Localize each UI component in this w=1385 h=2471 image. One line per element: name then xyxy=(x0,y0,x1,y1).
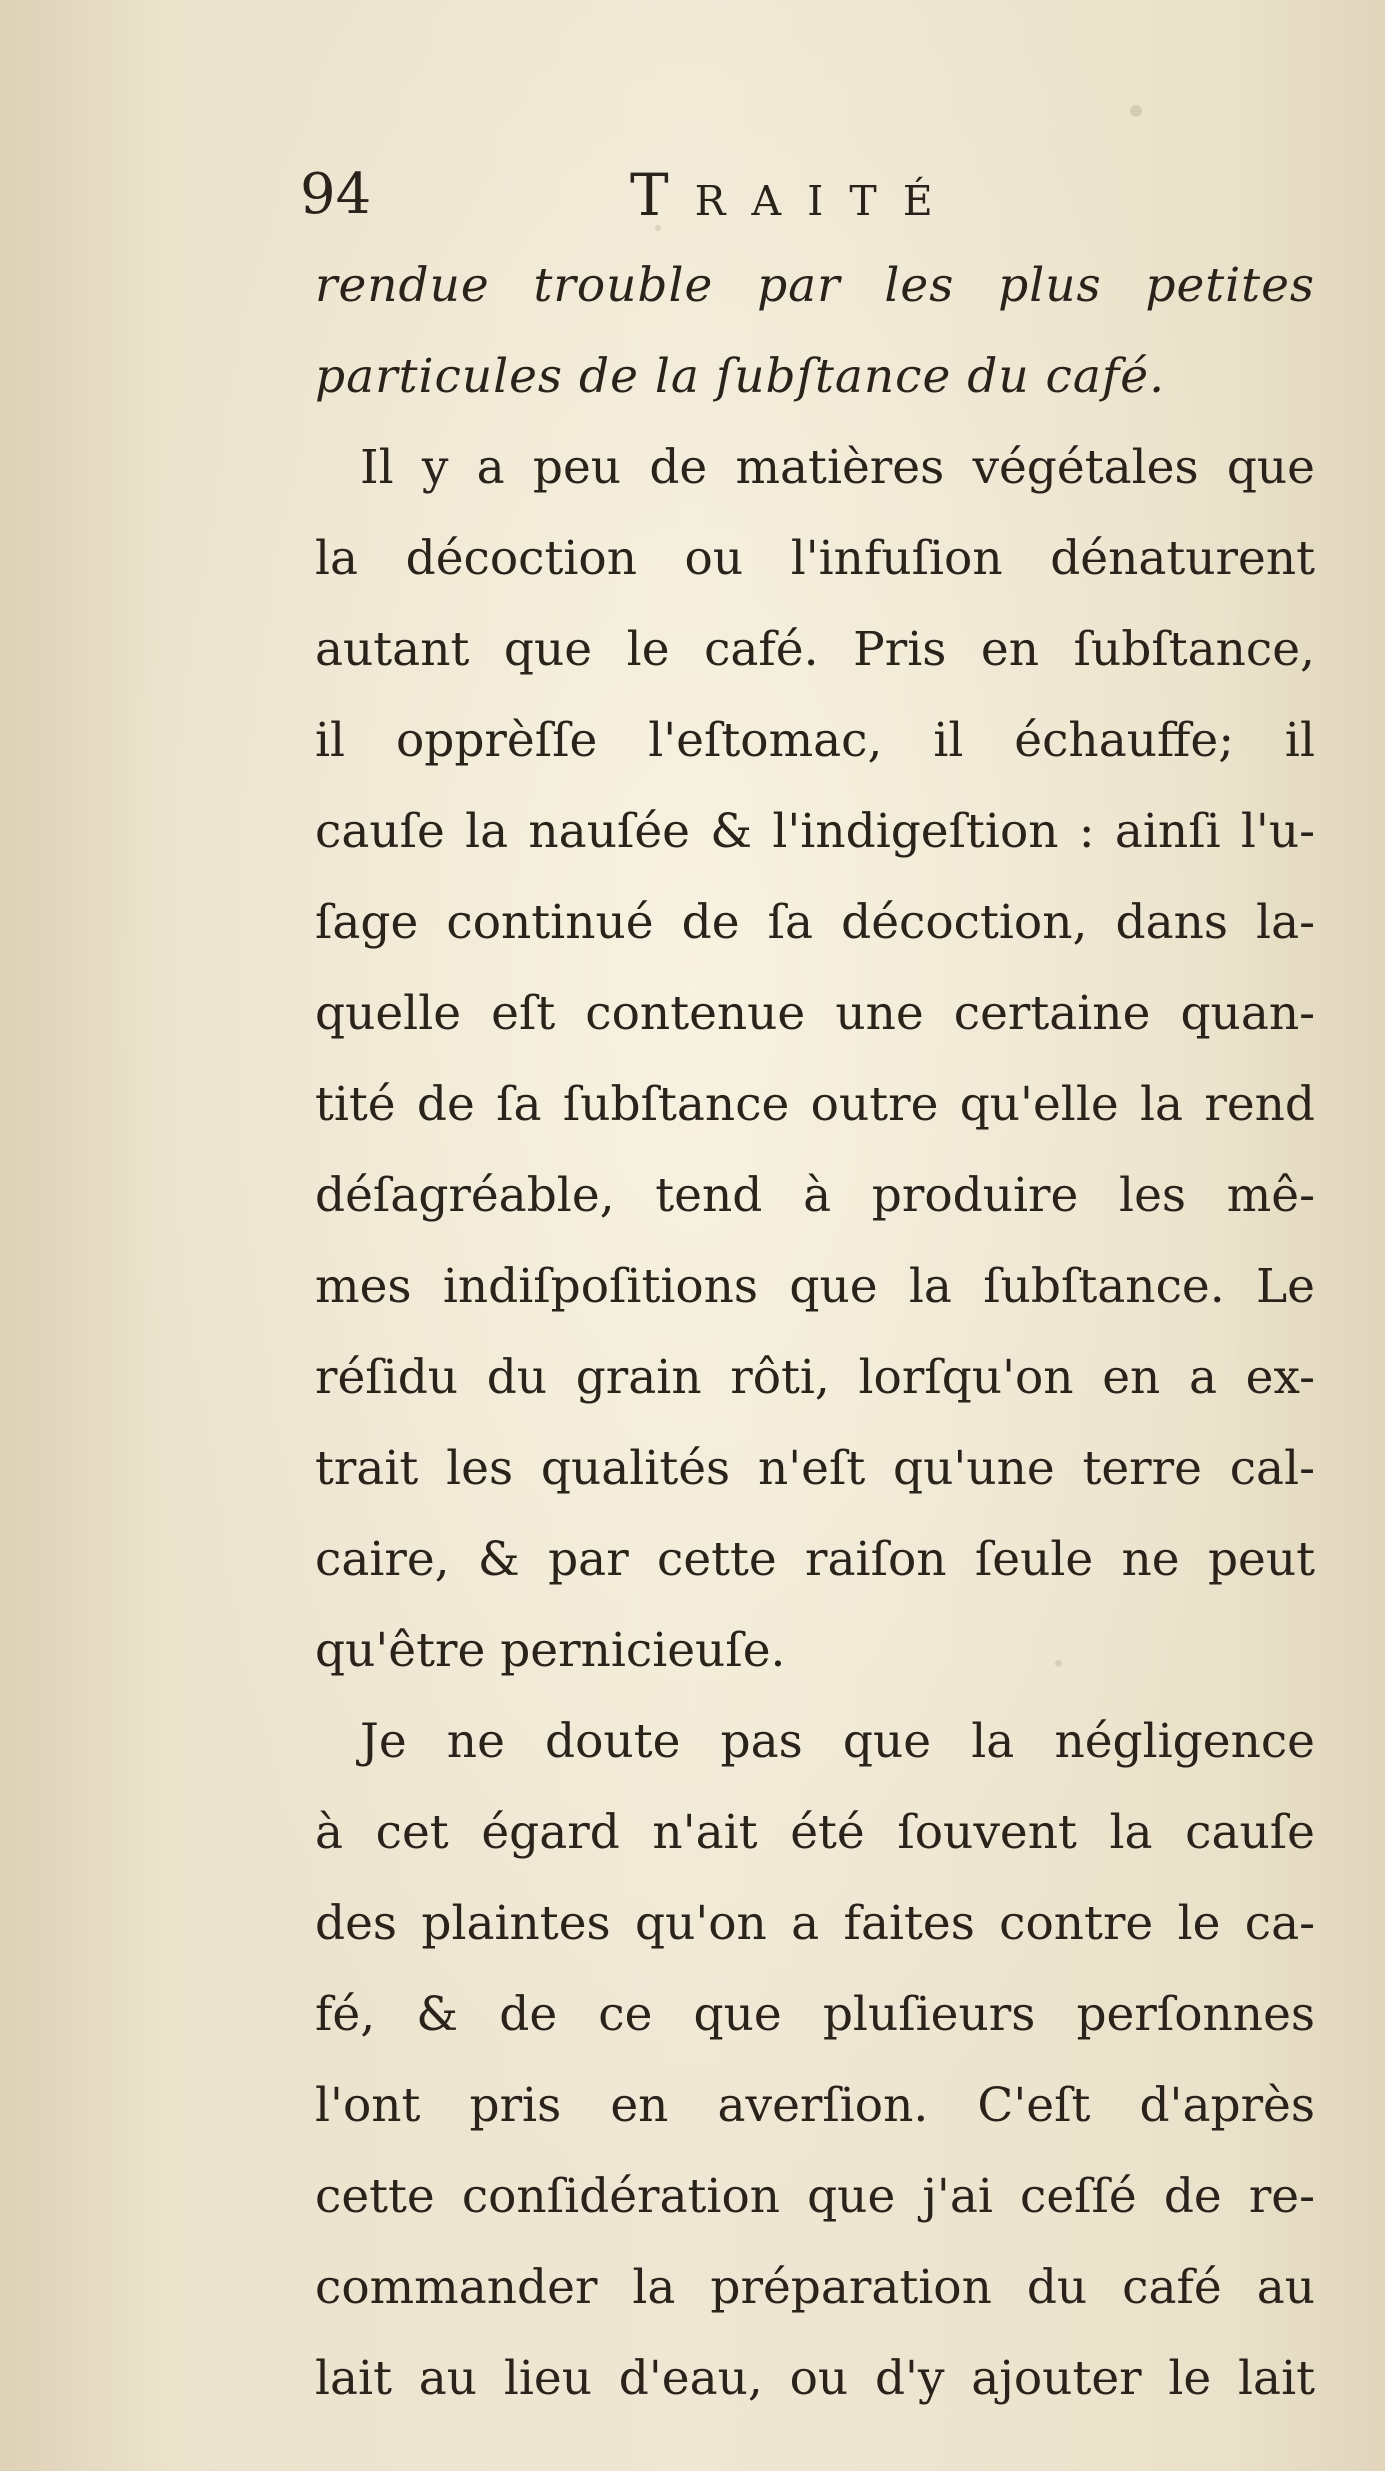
text-line: cette conſidération que j'ai ceſſé de re- xyxy=(315,2169,1315,2224)
text-line: particules de la ſubſtance du café. xyxy=(315,349,1166,404)
body-text xyxy=(315,240,1315,2424)
paper-spot xyxy=(1130,105,1142,117)
text-line: qu'être pernicieuſe. xyxy=(315,1623,786,1678)
text-line: déſagréable, tend à produire les mê- xyxy=(315,1168,1315,1223)
text-line: des plaintes qu'on a faites contre le ca- xyxy=(315,1896,1315,1951)
text-line: autant que le café. Pris en ſubſtance, xyxy=(315,622,1315,677)
text-line: fé, & de ce que pluſieurs perſonnes xyxy=(315,1987,1315,2042)
text-line: l'ont pris en averſion. C'eſt d'après xyxy=(315,2078,1315,2133)
text-line: la décoction ou l'infuſion dénaturent xyxy=(315,531,1315,586)
text-line: tité de ſa ſubſtance outre qu'elle la rend xyxy=(315,1077,1315,1132)
text-line: réſidu du grain rôti, lorſqu'on en a ex- xyxy=(315,1350,1315,1405)
paragraph-first-line: Je ne doute pas que la négligence xyxy=(360,1714,1315,1769)
text-line: il opprèſſe l'eſtomac, il échauffe; il xyxy=(315,713,1315,768)
paragraph-first-line: Il y a peu de matières végétales que xyxy=(360,440,1315,495)
text-line: caire, & par cette raiſon ſeule ne peut xyxy=(315,1532,1315,1587)
text-line: mes indiſpoſitions que la ſubſtance. Le xyxy=(315,1259,1315,1314)
page-header xyxy=(300,150,1320,240)
text-line: quelle eſt contenue une certaine quan- xyxy=(315,986,1315,1041)
text-line: commander la préparation du café au xyxy=(315,2260,1315,2315)
text-line: cauſe la nauſée & l'indigeſtion : ainſi l'u- xyxy=(315,804,1315,859)
text-line: rendue trouble par les plus petites xyxy=(315,258,1315,313)
page-number: 94 xyxy=(300,162,372,227)
text-line: ſage continué de ſa décoction, dans la- xyxy=(315,895,1315,950)
running-head: Traité xyxy=(630,161,959,229)
text-line: lait au lieu d'eau, ou d'y ajouter le lait xyxy=(315,2351,1315,2406)
text-line: à cet égard n'ait été ſouvent la cauſe xyxy=(315,1805,1315,1860)
text-line: trait les qualités n'eſt qu'une terre cal- xyxy=(315,1441,1315,1496)
